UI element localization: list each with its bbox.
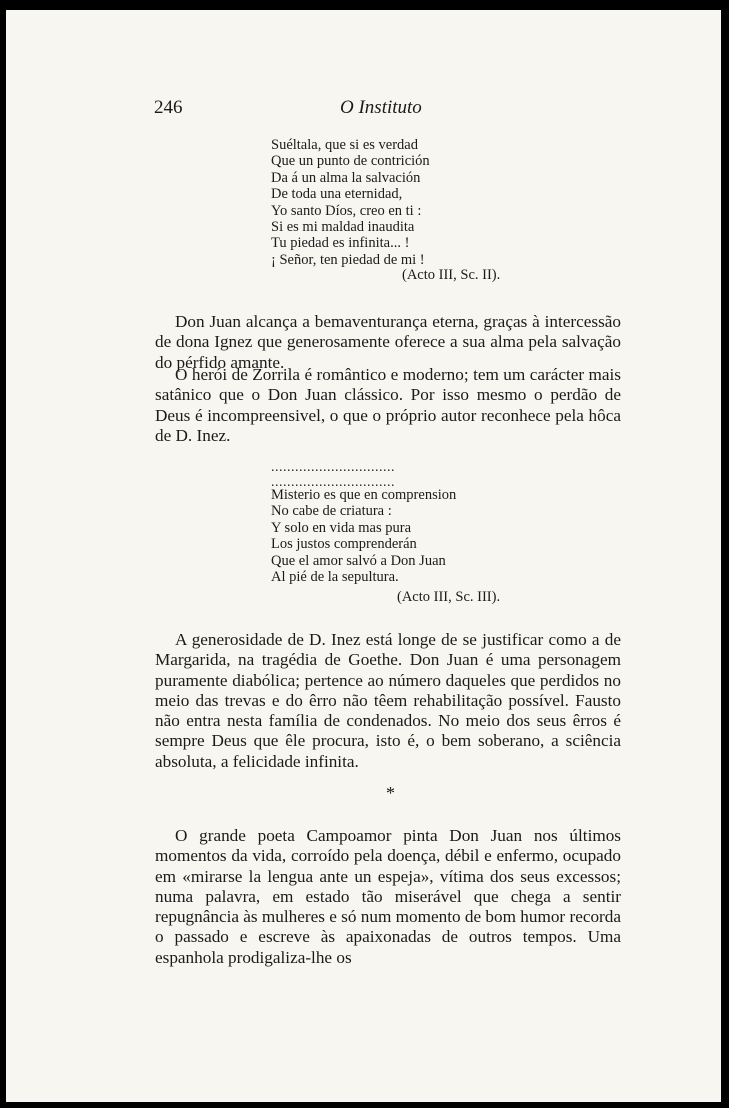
ellipsis-line: ............................... bbox=[271, 475, 395, 490]
verse-line: No cabe de criatura : bbox=[271, 503, 392, 520]
verse-line: Suéltala, que si es verdad bbox=[271, 137, 418, 153]
verse-line: Si es mi maldad inaudita bbox=[271, 219, 415, 236]
page-header bbox=[0, 97, 729, 127]
scan-border-left bbox=[0, 0, 6, 1108]
verse-line: De toda una eternidad, bbox=[271, 186, 403, 203]
verse-line: Los justos comprenderán bbox=[271, 536, 417, 553]
verse-citation-1: (Acto III, Sc. II). bbox=[402, 267, 501, 283]
verse-quote-2 bbox=[271, 487, 456, 585]
verse-line: Da á un alma la salvación bbox=[271, 169, 421, 186]
body-paragraph: A generosidade de D. Inez está longe de se justificar como a de Margarida, na tragédia de Goethe. Don Juan é uma personagem puramente diabólica; pertence ao número daqueles que perdidos no meio das trevas e do êrro não têem rehabilitação possível. Fausto não entra nesta família de condenados. No meio dos seus êrros é sempre Deus que êle procura, isto é, o bem soberano, a sciência absoluta, a felicidade infinita. bbox=[155, 630, 621, 771]
running-head: O Instituto bbox=[340, 97, 422, 118]
verse-line: Que un punto de contrición bbox=[271, 153, 430, 170]
verse-line: ¡ Señor, ten piedad de mi ! bbox=[271, 251, 425, 268]
ellipsis-line: ............................... bbox=[271, 460, 395, 475]
page-number: 246 bbox=[154, 97, 183, 118]
verse-line: Tu piedad es infinita... ! bbox=[271, 235, 410, 252]
verse-line: Misterio es que en comprension bbox=[271, 487, 457, 503]
verse-citation-2: (Acto III, Sc. III). bbox=[397, 589, 501, 605]
scan-border-right bbox=[721, 0, 729, 1108]
verse-line: Y solo en vida mas pura bbox=[271, 519, 412, 536]
body-paragraph: Don Juan alcança a bemaventurança eterna, graças à intercessão de dona Ignez que generosamente oferece a sua alma pela salvação do pérfido amante. bbox=[155, 312, 621, 372]
scan-border-bottom bbox=[0, 1102, 729, 1108]
verse-line: Que el amor salvó a Don Juan bbox=[271, 552, 446, 569]
verse-line: Yo santo Díos, creo en ti : bbox=[271, 202, 422, 219]
verse-quote-1 bbox=[271, 137, 430, 268]
scan-border-top bbox=[0, 0, 729, 10]
body-paragraph: O grande poeta Campoamor pinta Don Juan nos últimos momentos da vida, corroído pela doença, débil e enfermo, ocupado em «mirarse la lengua ante un espeja», vítima dos seus excessos; numa palavra, em estado tão miserável que chega a sentir repugnância às mulheres e só num momento de bom humor recorda o passado e escreve às apaixonadas de outros tempos. Uma espanhola prodigaliza-lhe os bbox=[155, 826, 621, 967]
section-asterism: * bbox=[386, 783, 395, 803]
body-paragraph: O herói de Zorrila é romântico e moderno; tem um carácter mais satânico que o Don Juan clássico. Por isso mesmo o perdão de Deus é incompreensivel, o que o próprio autor reconhece pela hôca de D. Inez. bbox=[155, 365, 621, 445]
verse-line: Al pié de la sepultura. bbox=[271, 569, 399, 586]
